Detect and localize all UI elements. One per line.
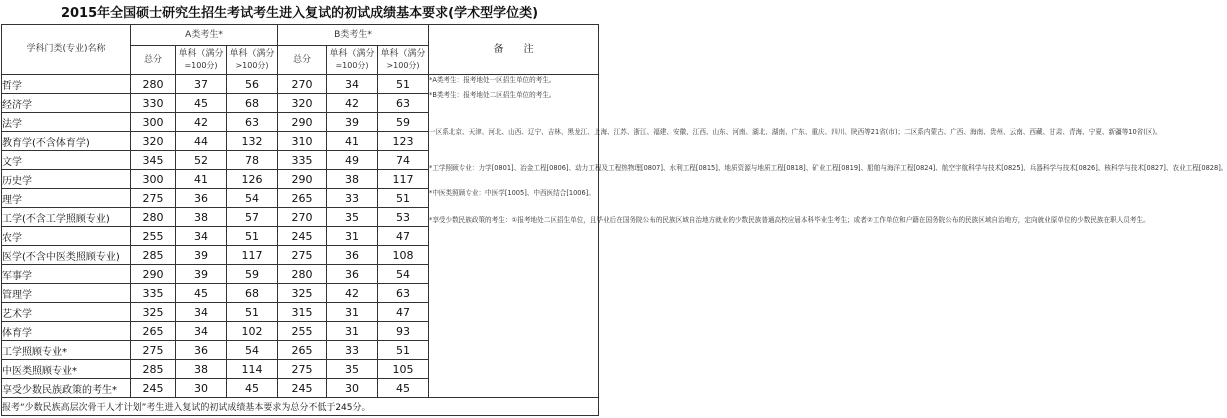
b-score-cell: 36 bbox=[327, 246, 378, 265]
remark-note: *A类考生：报考地处一区招生单位的考生。 bbox=[429, 76, 556, 84]
a-score-cell: 57 bbox=[227, 208, 278, 227]
b-score-cell: 63 bbox=[378, 94, 429, 113]
b-score-cell: 320 bbox=[278, 94, 327, 113]
a-score-cell: 39 bbox=[176, 265, 227, 284]
a-score-cell: 54 bbox=[227, 341, 278, 360]
remark-note: *中医类照顾专业：中医学[1005]、中西医结合[1006]。 bbox=[429, 188, 595, 197]
a-score-cell: 275 bbox=[131, 341, 176, 360]
a-score-cell: 68 bbox=[227, 284, 278, 303]
a-score-cell: 126 bbox=[227, 170, 278, 189]
remarks-header: 备 注 bbox=[429, 25, 599, 75]
a-score-cell: 34 bbox=[176, 227, 227, 246]
subject-cell: 体育学 bbox=[2, 322, 131, 341]
b-score-cell: 35 bbox=[327, 360, 378, 379]
a-score-cell: 78 bbox=[227, 151, 278, 170]
footer-row bbox=[2, 398, 599, 416]
a-score-cell: 280 bbox=[131, 208, 176, 227]
b-score-cell: 74 bbox=[378, 151, 429, 170]
a-score-cell: 54 bbox=[227, 189, 278, 208]
subject-cell: 历史学 bbox=[2, 170, 131, 189]
a-score-cell: 275 bbox=[131, 189, 176, 208]
a-score-cell: 335 bbox=[131, 284, 176, 303]
a-single100-header: 单科（满分 =100分) bbox=[176, 46, 227, 75]
a-score-cell: 320 bbox=[131, 132, 176, 151]
a-score-cell: 59 bbox=[227, 265, 278, 284]
a-score-cell: 37 bbox=[176, 75, 227, 94]
b-score-cell: 290 bbox=[278, 113, 327, 132]
b-score-cell: 39 bbox=[327, 113, 378, 132]
b-score-cell: 33 bbox=[327, 341, 378, 360]
subject-cell: 理学 bbox=[2, 189, 131, 208]
a-score-cell: 255 bbox=[131, 227, 176, 246]
a-score-cell: 51 bbox=[227, 227, 278, 246]
b-score-cell: 47 bbox=[378, 303, 429, 322]
a-score-cell: 34 bbox=[176, 303, 227, 322]
b-score-cell: 275 bbox=[278, 360, 327, 379]
subject-cell: 教育学(不含体育学) bbox=[2, 132, 131, 151]
b-score-cell: 265 bbox=[278, 189, 327, 208]
b-score-cell: 265 bbox=[278, 341, 327, 360]
a-total-header: 总分 bbox=[131, 46, 176, 75]
a-score-cell: 300 bbox=[131, 170, 176, 189]
a-score-cell: 36 bbox=[176, 189, 227, 208]
b-score-cell: 280 bbox=[278, 265, 327, 284]
b-score-cell: 51 bbox=[378, 189, 429, 208]
b-score-cell: 49 bbox=[327, 151, 378, 170]
a-score-cell: 290 bbox=[131, 265, 176, 284]
b-score-cell: 34 bbox=[327, 75, 378, 94]
b-score-cell: 42 bbox=[327, 94, 378, 113]
a-score-cell: 36 bbox=[176, 341, 227, 360]
a-score-cell: 285 bbox=[131, 360, 176, 379]
b-score-cell: 36 bbox=[327, 265, 378, 284]
b-score-cell: 117 bbox=[378, 170, 429, 189]
b-score-cell: 59 bbox=[378, 113, 429, 132]
b-score-cell: 53 bbox=[378, 208, 429, 227]
b-group-header: B类考生* bbox=[278, 25, 429, 46]
a-score-cell: 325 bbox=[131, 303, 176, 322]
a-score-cell: 280 bbox=[131, 75, 176, 94]
b-score-cell: 290 bbox=[278, 170, 327, 189]
subject-cell: 工学(不含工学照顾专业) bbox=[2, 208, 131, 227]
b-score-cell: 315 bbox=[278, 303, 327, 322]
b-score-cell: 245 bbox=[278, 227, 327, 246]
header-row-1 bbox=[2, 25, 599, 46]
a-score-cell: 44 bbox=[176, 132, 227, 151]
b-score-cell: 123 bbox=[378, 132, 429, 151]
a-score-cell: 34 bbox=[176, 322, 227, 341]
subject-cell: 哲学 bbox=[2, 75, 131, 94]
b-score-cell: 108 bbox=[378, 246, 429, 265]
a-score-cell: 30 bbox=[176, 379, 227, 398]
b-score-cell: 325 bbox=[278, 284, 327, 303]
a-score-cell: 38 bbox=[176, 360, 227, 379]
b-score-cell: 335 bbox=[278, 151, 327, 170]
a-score-cell: 45 bbox=[227, 379, 278, 398]
remark-note: *工学照顾专业：力学[0801]、冶金工程[0806]、动力工程及工程热物理[0807]、水利工程[0815]、地质资源与地质工程[0818]、矿业工程[0819]、船舶与海洋工程[0824]、航空宇航科学与技术[0825]、兵器科学与技术[0826]、核科学与技术[0827]、农业工程[0828]。 bbox=[429, 163, 1227, 172]
b-score-cell: 45 bbox=[378, 379, 429, 398]
a-score-cell: 245 bbox=[131, 379, 176, 398]
a-score-cell: 52 bbox=[176, 151, 227, 170]
b-score-cell: 270 bbox=[278, 208, 327, 227]
discipline-header: 学科门类(专业)名称 bbox=[2, 25, 131, 75]
a-score-cell: 117 bbox=[227, 246, 278, 265]
subject-cell: 法学 bbox=[2, 113, 131, 132]
b-score-cell: 47 bbox=[378, 227, 429, 246]
remark-note: 一区系北京、天津、河北、山西、辽宁、吉林、黑龙江、上海、江苏、浙江、福建、安徽、江西、山东、河南、湖北、湖南、广东、重庆、四川、陕西等21省(市)；二区系内蒙古、广西、海南、贵州、云南、西藏、甘肃、青海、宁夏、新疆等10省(区)。 bbox=[429, 128, 1162, 137]
b-score-cell: 105 bbox=[378, 360, 429, 379]
b-score-cell: 310 bbox=[278, 132, 327, 151]
table-row bbox=[2, 75, 599, 94]
b-score-cell: 51 bbox=[378, 341, 429, 360]
a-single-over100-header: 单科（满分 >100分) bbox=[227, 46, 278, 75]
remark-note: *享受少数民族政策的考生：①报考地处二区招生单位，且毕业后在国务院公布的民族区域自治地方就业的少数民族普通高校应届本科毕业生考生；或者②工作单位和户籍在国务院公布的民族区域自治地方，定向就业原单位的少数民族在职人员考生。 bbox=[429, 216, 1150, 225]
a-score-cell: 285 bbox=[131, 246, 176, 265]
footer-note: 报考“少数民族高层次骨干人才计划”考生进入复试的初试成绩基本要求为总分不低于245分。 bbox=[2, 398, 599, 416]
b-score-cell: 63 bbox=[378, 284, 429, 303]
subject-cell: 中医类照顾专业* bbox=[2, 360, 131, 379]
a-score-cell: 38 bbox=[176, 208, 227, 227]
a-score-cell: 102 bbox=[227, 322, 278, 341]
page-title: 2015年全国硕士研究生招生考试考生进入复试的初试成绩基本要求(学术型学位类) bbox=[60, 6, 539, 21]
a-score-cell: 265 bbox=[131, 322, 176, 341]
b-score-cell: 30 bbox=[327, 379, 378, 398]
b-score-cell: 42 bbox=[327, 284, 378, 303]
subject-cell: 艺术学 bbox=[2, 303, 131, 322]
a-score-cell: 114 bbox=[227, 360, 278, 379]
a-score-cell: 63 bbox=[227, 113, 278, 132]
b-single100-header: 单科（满分 =100分) bbox=[327, 46, 378, 75]
a-score-cell: 56 bbox=[227, 75, 278, 94]
a-score-cell: 42 bbox=[176, 113, 227, 132]
subject-cell: 文学 bbox=[2, 151, 131, 170]
subject-cell: 管理学 bbox=[2, 284, 131, 303]
a-group-header: A类考生* bbox=[131, 25, 278, 46]
a-score-cell: 345 bbox=[131, 151, 176, 170]
a-score-cell: 45 bbox=[176, 94, 227, 113]
b-score-cell: 275 bbox=[278, 246, 327, 265]
b-score-cell: 245 bbox=[278, 379, 327, 398]
score-table bbox=[1, 24, 1227, 416]
a-score-cell: 39 bbox=[176, 246, 227, 265]
subject-cell: 经济学 bbox=[2, 94, 131, 113]
b-score-cell: 31 bbox=[327, 322, 378, 341]
b-score-cell: 255 bbox=[278, 322, 327, 341]
b-total-header: 总分 bbox=[278, 46, 327, 75]
a-score-cell: 51 bbox=[227, 303, 278, 322]
subject-cell: 农学 bbox=[2, 227, 131, 246]
subject-cell: 工学照顾专业* bbox=[2, 341, 131, 360]
subject-cell: 享受少数民族政策的考生* bbox=[2, 379, 131, 398]
b-score-cell: 33 bbox=[327, 189, 378, 208]
a-score-cell: 45 bbox=[176, 284, 227, 303]
subject-cell: 军事学 bbox=[2, 265, 131, 284]
b-score-cell: 38 bbox=[327, 170, 378, 189]
b-score-cell: 31 bbox=[327, 303, 378, 322]
a-score-cell: 330 bbox=[131, 94, 176, 113]
a-score-cell: 300 bbox=[131, 113, 176, 132]
b-score-cell: 54 bbox=[378, 265, 429, 284]
b-single-over100-header: 单科（满分 >100分) bbox=[378, 46, 429, 75]
b-score-cell: 41 bbox=[327, 132, 378, 151]
a-score-cell: 41 bbox=[176, 170, 227, 189]
subject-cell: 医学(不含中医类照顾专业) bbox=[2, 246, 131, 265]
a-score-cell: 68 bbox=[227, 94, 278, 113]
a-score-cell: 132 bbox=[227, 132, 278, 151]
b-score-cell: 51 bbox=[378, 75, 429, 94]
remark-note: *B类考生：报考地处二区招生单位的考生。 bbox=[429, 91, 556, 100]
remarks-cell bbox=[429, 75, 1227, 398]
b-score-cell: 35 bbox=[327, 208, 378, 227]
b-score-cell: 270 bbox=[278, 75, 327, 94]
b-score-cell: 31 bbox=[327, 227, 378, 246]
b-score-cell: 93 bbox=[378, 322, 429, 341]
